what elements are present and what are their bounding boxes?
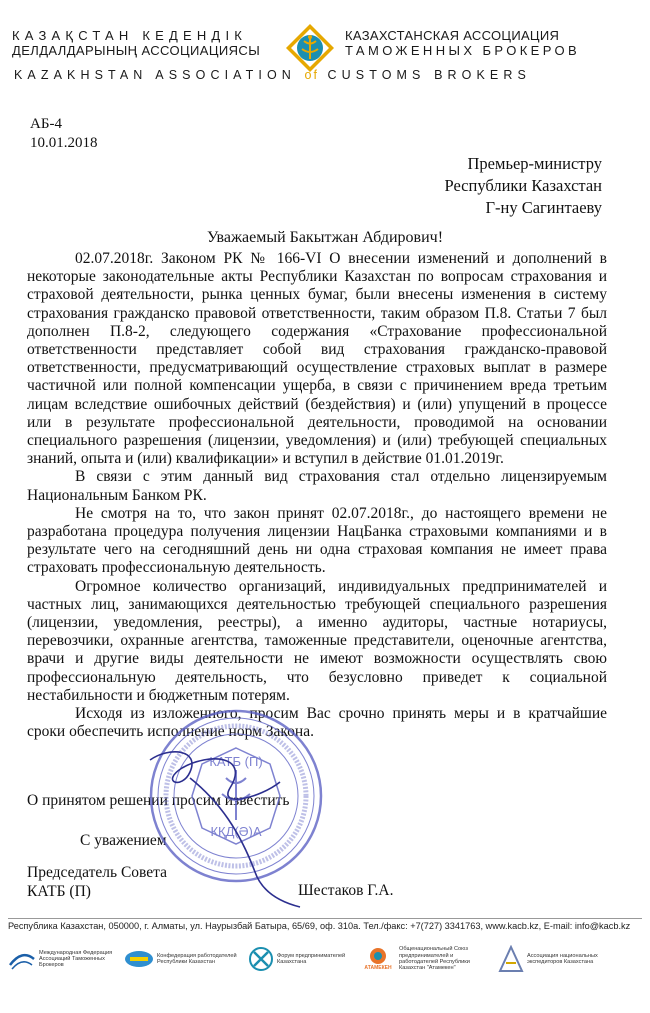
atameken-logo-icon <box>369 947 387 965</box>
addressee-line: Г-ну Сагинтаеву <box>485 198 602 217</box>
letter-body <box>27 250 607 741</box>
stamp-text-bottom: КҚД(Ә)А <box>210 824 262 839</box>
body-paragraph: Исходя из изложенного, просим Вас срочно принять меры и в кратчайшие сроки обеспечить исполнение норм Закона. <box>27 705 607 741</box>
header-ru-line2: ТАМОЖЕННЫХ БРОКЕРОВ <box>345 43 581 58</box>
partner-name: Ассоциация национальных экспедиторов Казахстана <box>527 952 598 965</box>
notify-request: О принятом решении просим известить <box>27 792 290 809</box>
header-kazakh-name <box>12 28 282 58</box>
letter-date: 10.01.2018 <box>30 135 98 151</box>
header-en-part1: KAZAKHSTAN ASSOCIATION <box>14 68 296 82</box>
partner-logos <box>8 942 642 976</box>
partner-item <box>498 942 627 976</box>
header-kz-line1: КАЗАҚСТАН КЕДЕНДІК <box>12 28 248 43</box>
header-russian-name <box>345 28 645 58</box>
reference-number: АБ-4 <box>30 116 62 132</box>
atameken-logo <box>360 947 396 971</box>
partner-name: Форум предпринимателей Казахстана <box>277 952 346 965</box>
ankz-logo-icon <box>498 945 524 973</box>
closing-regards: С уважением <box>80 832 167 849</box>
body-paragraph: В связи с этим данный вид страхования стал отдельно лицензируемым Национальным Банком РК. <box>27 468 607 504</box>
addressee-line: Премьер-министру <box>467 154 602 173</box>
partner-item <box>8 942 119 976</box>
footer-divider <box>8 918 642 919</box>
header-english-name <box>14 68 531 82</box>
ifcba-logo-icon <box>8 947 36 971</box>
partner-item <box>124 942 237 976</box>
body-paragraph: 02.07.2018г. Законом РК № 166-VI О внесении изменений и дополнений в некоторые законодательные акты Республики Казахстан по вопросам страхования и страховой деятельности, рынка ценных бумаг, были внесены изменения в систему страхования гражданско правовой ответственности, таким образом П.8. Статьи 7 был дополнен П.8-2, следующего содержания «Страхование профессиональной ответственности представляет собой вид страхования гражданско-правовой ответственности, предусматривающий осуществление страховых выплат в размере частичной или полной компенсации ущерба, в связи с причинением вреда третьим лицам вследствие ошибочных действий (бездействия) и (или) упущений в процессе или в результате профессиональной деятельности, проводимой на основании специального разрешения (лицензии, уведомления) и (или) требующей специальных знаний, опыта и (или) квалификации» и вступил в действие 01.01.2019г. <box>27 250 607 468</box>
salutation: Уважаемый Бакытжан Абдирович! <box>206 229 444 246</box>
forum-logo-icon <box>248 946 274 972</box>
body-paragraph: Не смотря на то, что закон принят 02.07.2018г., до настоящего времени не разработана процедура получения лицензии НацБанка страховыми компаниями и в результате чего на сегодняшний день ни одна страховая компания не имеет права страховать профессиональную деятельность. <box>27 504 607 577</box>
outgoing-reference <box>30 115 98 153</box>
chair-title-line: КАТБ (П) <box>27 883 91 900</box>
addressee-line: Республики Казахстан <box>444 176 602 195</box>
header-en-part2: CUSTOMS BROKERS <box>327 68 531 82</box>
footer-address: Республика Казахстан, 050000, г. Алматы, ул. Наурызбай Батыра, 65/69, оф. 310а. Тел./факс: +7(727) 3341763, www.kacb.kz, E-mail: info@kacb.kz <box>8 921 631 931</box>
partner-item <box>360 942 491 976</box>
header-kz-line2: ДЕЛДАЛДАРЫНЫҢ АССОЦИАЦИЯСЫ <box>12 43 261 58</box>
partner-item <box>248 942 357 976</box>
krrk-logo-icon <box>124 948 154 970</box>
addressee-block <box>444 153 602 219</box>
body-paragraph: Огромное количество организаций, индивидуальных предпринимателей и частных лиц, занимающихся деятельностью требующей специального разрешения (лицензии, уведомления, реестры), а именно аудиторы, частные нотариусы, перевозчики, охранные агентства, таможенные представители, оценочные агентства, врачи и другие виды деятельности не имеют возможности осуществлять свою профессиональную деятельность, что безусловно приведет к социальной нестабильности и бюджетным потерям. <box>27 577 607 704</box>
handwritten-signature <box>130 742 340 917</box>
stamp-text-top: КАТБ (П) <box>209 754 263 769</box>
partner-name: Конфедерация работодателей Республики Казахстан <box>157 952 237 965</box>
partner-name: Общенациональный Союз предпринимателей и работодателей Республики Казахстан "Атамекен" <box>399 946 470 972</box>
partner-name: Международная Федерация Ассоциаций Таможенных Брокеров <box>39 949 113 969</box>
atameken-logo-text: АТАМЕКЕН <box>364 965 392 971</box>
header-en-of: of <box>304 68 319 82</box>
signer-name: Шестаков Г.А. <box>298 882 394 899</box>
chair-title-line: Председатель Совета <box>27 864 167 881</box>
association-emblem-icon <box>284 22 336 74</box>
header-ru-line1: КАЗАХСТАНСКАЯ АССОЦИАЦИЯ <box>345 28 560 43</box>
